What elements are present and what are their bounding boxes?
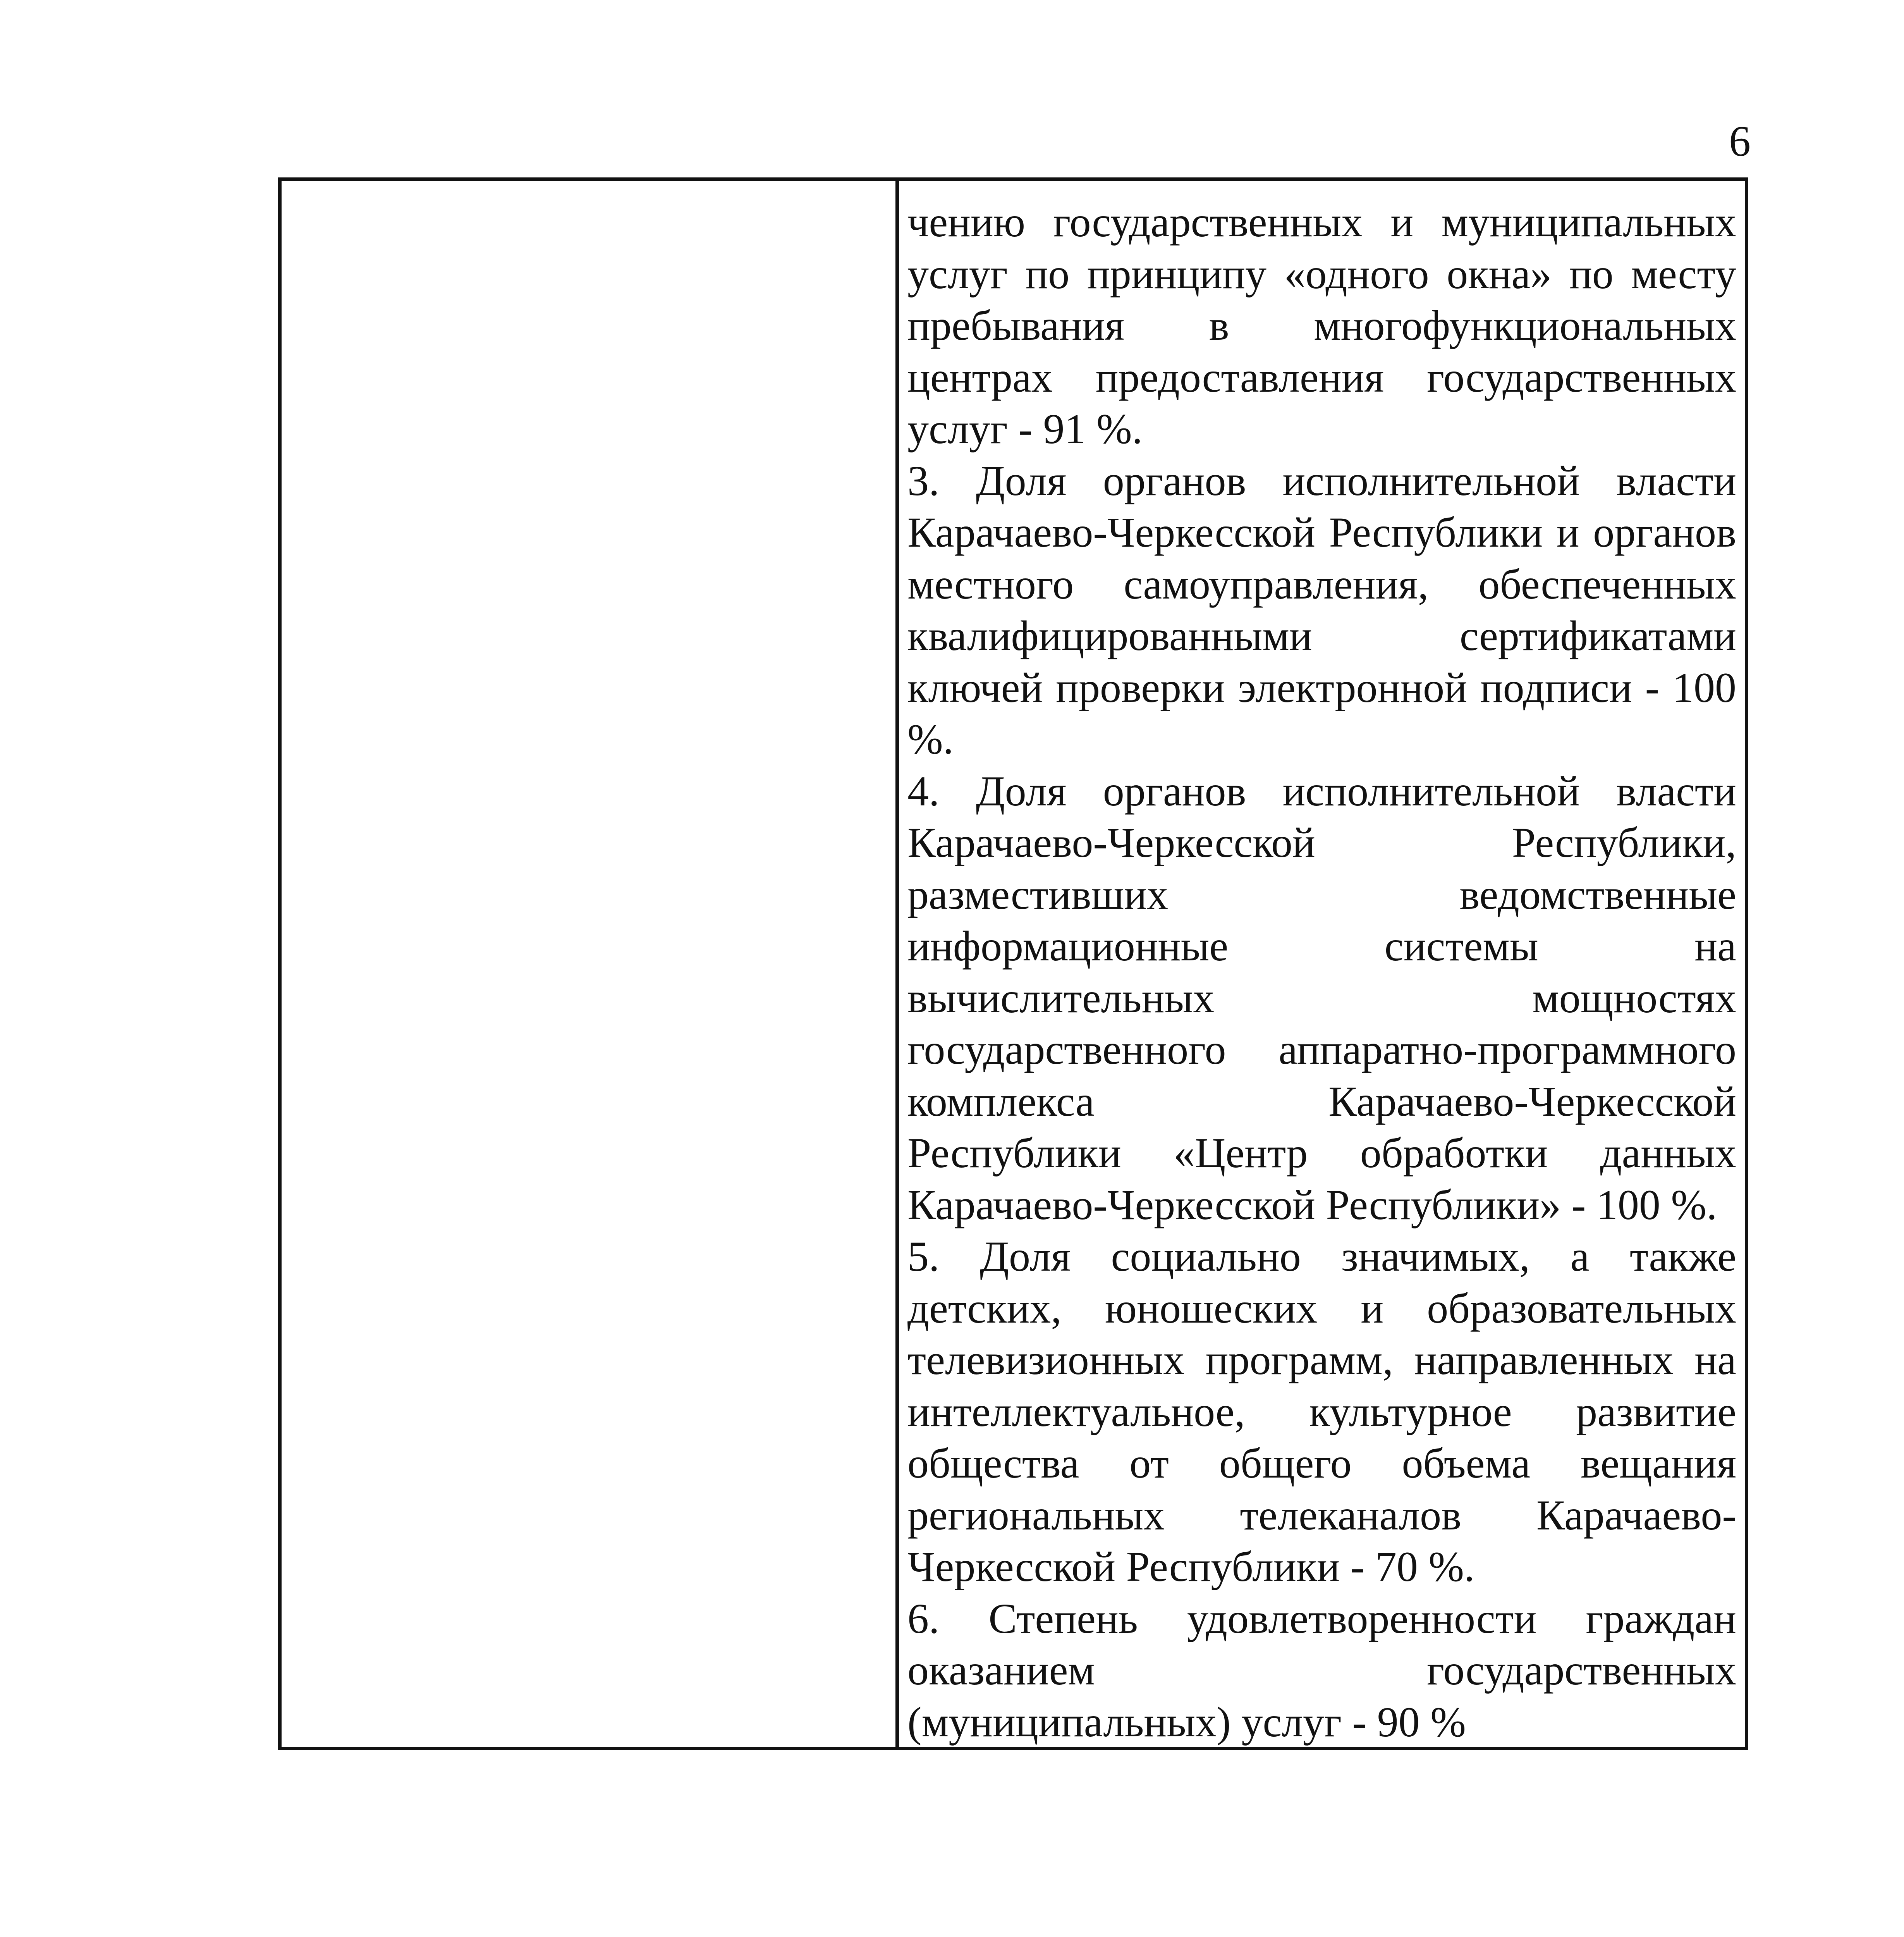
table-cell-right (899, 181, 1745, 1747)
paragraph-item-5: 5. Доля социально значимых, а также детских, юношеских и образовательных телевизионных программ, направленных на интеллектуальное, культурное развитие общества от общего объема вещания региональных телеканалов Карачаево-Черкесской Республики - 70 %. (907, 1233, 1736, 1590)
page-number: 6 (1729, 117, 1751, 165)
table-cell-left (282, 181, 899, 1747)
paragraph-item-3: 3. Доля органов исполнительной власти Карачаево-Черкесской Республики и органов местного самоуправления, обеспеченных квалифицированными сертификатами ключей проверки электронной подписи - 100 %. (907, 457, 1736, 763)
document-table (278, 177, 1748, 1750)
paragraph-item-6: 6. Степень удовлетворенности граждан оказанием государственных (муниципальных) услуг - 90 % (907, 1595, 1736, 1746)
paragraph-item-4: 4. Доля органов исполнительной власти Карачаево-Черкесской Республики, разместивших ведомственные информационные системы на вычислительных мощностях государственного аппаратно-программного комплекса Карачаево-Черкесской Республики «Центр обработки данных Карачаево-Черкесской Республики» - 100 %. (907, 767, 1736, 1228)
paragraph-continuation: чению государственных и муниципальных услуг по принципу «одного окна» по месту пребывания в многофункциональных центрах предоставления государственных услуг - 91 %. (907, 198, 1736, 452)
